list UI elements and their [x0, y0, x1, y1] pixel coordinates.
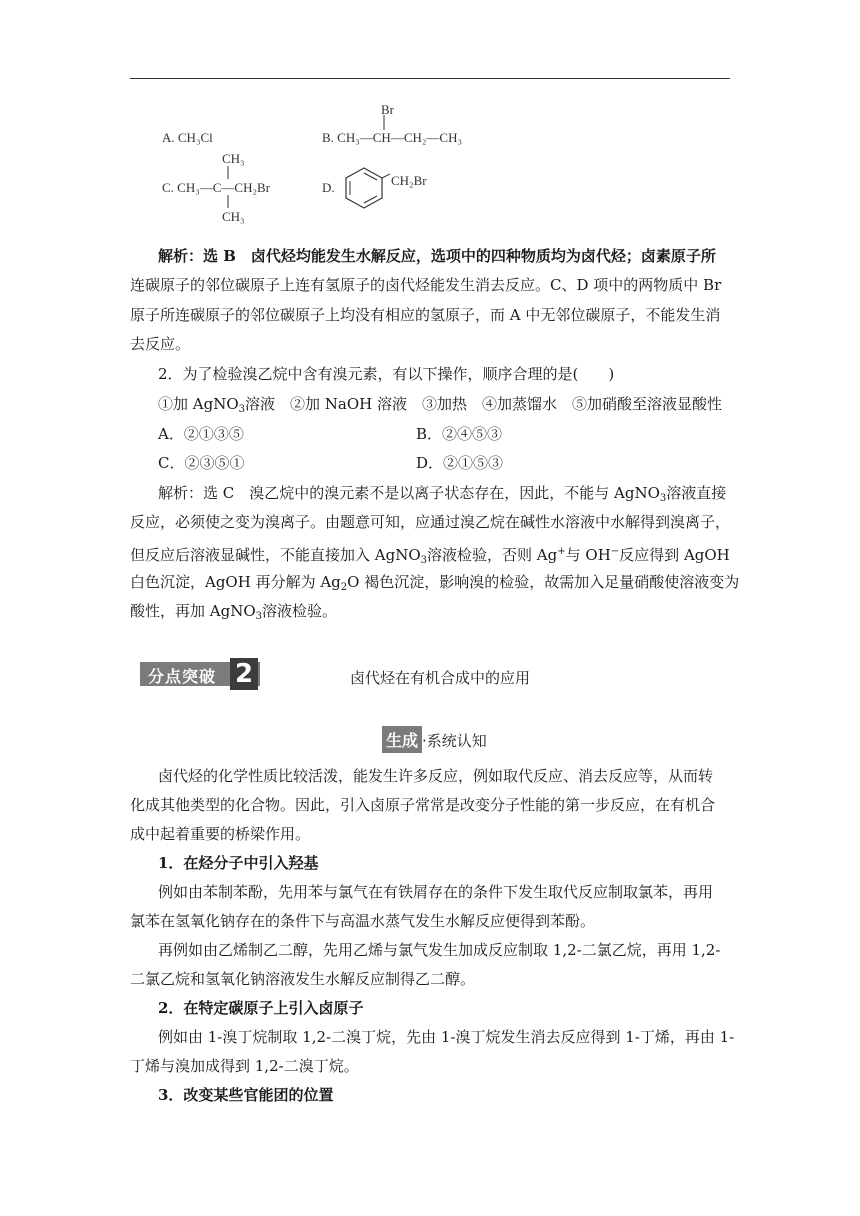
option-a-formula: A. CH₃Cl: [162, 130, 213, 145]
q1-analysis-line-1: 解析：选 B 卤代烃均能发生水解反应，选项中的四种物质均为卤代烃；卤素原子所: [158, 247, 716, 265]
section-badge: [140, 658, 260, 690]
body-para-1-line-3: 成中起着重要的桥梁作用。: [130, 825, 311, 843]
body-para-1-line-1: 卤代烃的化学性质比较活泼，能发生许多反应，例如取代反应、消去反应等，从而转: [158, 767, 714, 785]
heading-1: 1．在烃分子中引入羟基: [158, 854, 319, 872]
body-para-3-line-1: 再例如由乙烯制乙二醇，先用乙烯与氯气发生加成反应制取 1,2-二氯乙烷，再用 1,2-: [158, 941, 721, 959]
option-b-bond: [380, 115, 390, 131]
q2-stem: 2．为了检验溴乙烷中含有溴元素，有以下操作，顺序合理的是( ): [158, 365, 615, 383]
section-badge-number: 2: [230, 658, 258, 690]
benzene-ring-icon: [340, 165, 390, 213]
option-b-formula: B. CH₃—CH—CH₂—CH₃: [322, 130, 463, 145]
q2-analysis-line-2: 反应，必须使之变为溴离子。由题意可知，应通过溴乙烷在碱性水溶液中水解得到溴离子，: [130, 513, 731, 531]
q2-option-b: B．②④⑤③: [416, 425, 503, 443]
q2-analysis-line-1: 解析：选 C 溴乙烷中的溴元素不是以离子状态存在，因此，不能与 AgNO$_3$溶液直接: [158, 484, 727, 504]
option-d-group: CH₂Br: [391, 173, 427, 188]
body-para-2-line-1: 例如由苯制苯酚，先用苯与氯气在有铁屑存在的条件下发生取代反应制取氯苯，再用: [158, 883, 714, 901]
section-title: 卤代烃在有机合成中的应用: [350, 669, 531, 687]
option-c-formula: C. CH₃—C—CH₂Br: [162, 180, 271, 195]
q1-analysis-line-2: 连碳原子的邻位碳原子上连有氢原子的卤代烃能发生消去反应。C、D 项中的两物质中 Br: [130, 276, 722, 294]
q2-analysis-line-3: 但反应后溶液显碱性，不能直接加入 AgNO$_3$溶液检验，否则 Ag+与 OH−反应得到 AgOH: [130, 546, 730, 566]
header-rule: [130, 78, 730, 79]
q2-analysis-line-4: 白色沉淀，AgOH 再分解为 $Ag_2O$ 褐色沉淀，影响溴的检验，故需加入足量硝酸使溶液变为: [130, 573, 740, 593]
option-d-label: D.: [322, 180, 335, 195]
subsection-header: [382, 726, 487, 752]
q2-steps: ①加 AgNO$_3$溶液 ②加 NaOH 溶液 ③加热 ④加蒸馏水 ⑤加硝酸至溶液显酸性: [158, 395, 723, 415]
q2-option-a: A．②①③⑤: [158, 425, 244, 443]
q1-analysis-line-4: 去反应。: [130, 335, 191, 353]
option-c-bottom: CH₃: [222, 209, 245, 224]
option-c-top: CH₃: [222, 151, 245, 166]
heading-2: 2．在特定碳原子上引入卤原子: [158, 999, 364, 1017]
body-para-2-line-2: 氯苯在氢氧化钠存在的条件下与高温水蒸气发生水解反应便得到苯酚。: [130, 912, 596, 930]
subsection-badge: 生成: [382, 726, 422, 753]
heading-3: 3．改变某些官能团的位置: [158, 1086, 334, 1104]
q2-option-d: D．②①⑤③: [416, 454, 504, 472]
body-para-4-line-2: 丁烯与溴加成得到 1,2-二溴丁烷。: [130, 1057, 359, 1075]
body-para-4-line-1: 例如由 1-溴丁烷制取 1,2-二溴丁烷，先由 1-溴丁烷发生消去反应得到 1-丁烯，再由 1-: [158, 1028, 735, 1046]
section-badge-text: 分点突破: [148, 667, 217, 686]
q1-analysis-line-3: 原子所连碳原子的邻位碳原子上均没有相应的氢原子，而 A 中无邻位碳原子，不能发生消: [130, 306, 721, 324]
q2-option-c: C．②③⑤①: [158, 454, 245, 472]
body-para-3-line-2: 二氯乙烷和氢氧化钠溶液发生水解反应制得乙二醇。: [130, 970, 476, 988]
subsection-text: ·系统认知: [422, 732, 487, 750]
body-para-1-line-2: 化成其他类型的化合物。因此，引入卤原子常常是改变分子性能的第一步反应，在有机合: [130, 796, 716, 814]
option-b-br: Br: [381, 102, 394, 117]
q2-analysis-line-5: 酸性，再加 AgNO$_3$溶液检验。: [130, 602, 338, 622]
